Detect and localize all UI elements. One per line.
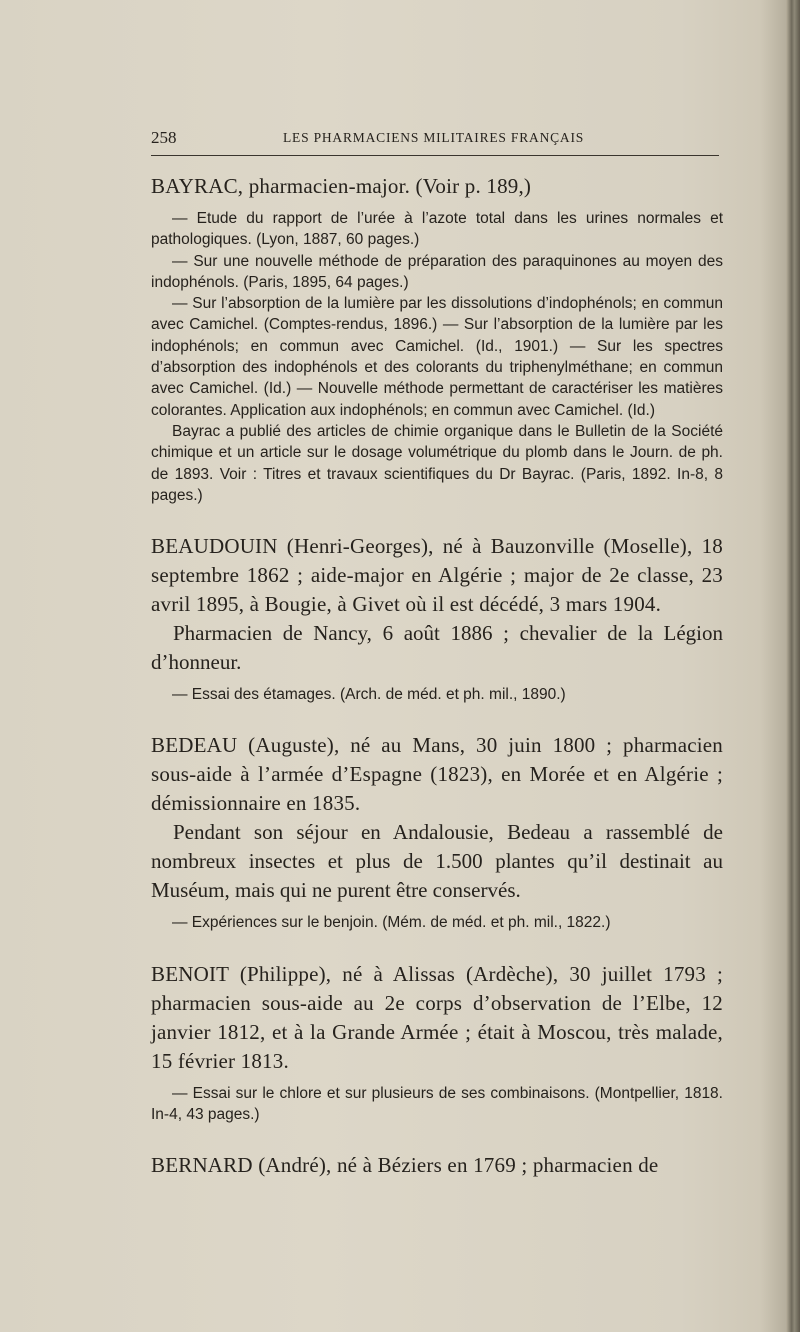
entry-bernard (151, 1151, 723, 1180)
page-number: 258 (151, 128, 177, 147)
entry-paragraph: Pendant son séjour en Andalousie, Bedeau a rassemblé de nombreux insectes et plus de 1.500 plantes qu’il destinait au Muséum, mais qui ne purent être conservés. (151, 820, 723, 903)
note-paragraph: Bayrac a publié des articles de chimie organique dans le Bulletin de la Société chimique et un article sur le dosage volumétrique du plomb dans le Journ. de ph. de 1893. Voir : Titres et travaux scientifiques du Dr Bayrac. (Paris, 1892. In-8, 8 pages.) (151, 422, 723, 504)
running-header (151, 126, 721, 150)
work-item: — Sur une nouvelle méthode de préparation des paraquinones au moyen des indophénols. (Paris, 1895, 64 pages.) (151, 252, 723, 291)
entry-heading: BENOIT (Philippe), né à Alissas (Ardèche), 30 juillet 1793 ; pharmacien sous-aide au 2e corps d’observation de l’Elbe, 12 janvier 1812, et à la Grande Armée ; était à Moscou, très malade, 15 février 1813. (151, 961, 723, 1073)
work-item: — Essai sur le chlore et sur plusieurs de ses combinaisons. (Montpellier, 1818. In-4, 43 pages.) (151, 1084, 723, 1124)
entry-bayrac (151, 172, 723, 506)
entry-benoit (151, 960, 723, 1126)
running-title: LES PHARMACIENS MILITAIRES FRANÇAIS (283, 130, 585, 145)
entry-heading: BEAUDOUIN (Henri-Georges), né à Bauzonville (Moselle), 18 septembre 1862 ; aide-major en Algérie ; major de 2e classe, 23 avril 1895, à Bougie, à Givet où il est décédé, 3 mars 1904. (151, 534, 723, 617)
entry-paragraph: Pharmacien de Nancy, 6 août 1886 ; chevalier de la Légion d’honneur. (151, 621, 723, 675)
work-item: — Expériences sur le benjoin. (Mém. de méd. et ph. mil., 1822.) (172, 914, 611, 932)
page-edge (786, 0, 800, 1332)
entry-heading: BEDEAU (Auguste), né au Mans, 30 juin 1800 ; pharmacien sous-aide à l’armée d’Espagne (1823), en Morée et en Algérie ; démissionnaire en 1835. (151, 733, 723, 816)
entry-beaudouin (151, 532, 723, 705)
work-item: — Sur l’absorption de la lumière par les dissolutions d’indophénols; en commun avec Camichel. (Comptes-rendus, 1896.) — Sur l’absorption de la lumière par les indophénols; en commun avec Camichel. (Id., 1901.) — Sur les spectres d’absorption des indophénols et des colorants du triphenylméthane; en commun avec Camichel. (Id.) — Nouvelle méthode permettant de caractériser les matières colorantes. Application aux indophénols; en commun avec Camichel. (Id.) (151, 295, 723, 419)
entry-bedeau (151, 731, 723, 933)
header-rule (151, 155, 719, 156)
main-text (151, 172, 723, 1180)
entry-heading: BAYRAC, pharmacien-major. (Voir p. 189,) (151, 174, 532, 198)
work-item: — Etude du rapport de l’urée à l’azote total dans les urines normales et pathologiques. (Lyon, 1887, 60 pages.) (151, 210, 723, 249)
work-item: — Essai des étamages. (Arch. de méd. et ph. mil., 1890.) (172, 686, 566, 704)
entry-heading: BERNARD (André), né à Béziers en 1769 ; pharmacien de (151, 1153, 659, 1178)
